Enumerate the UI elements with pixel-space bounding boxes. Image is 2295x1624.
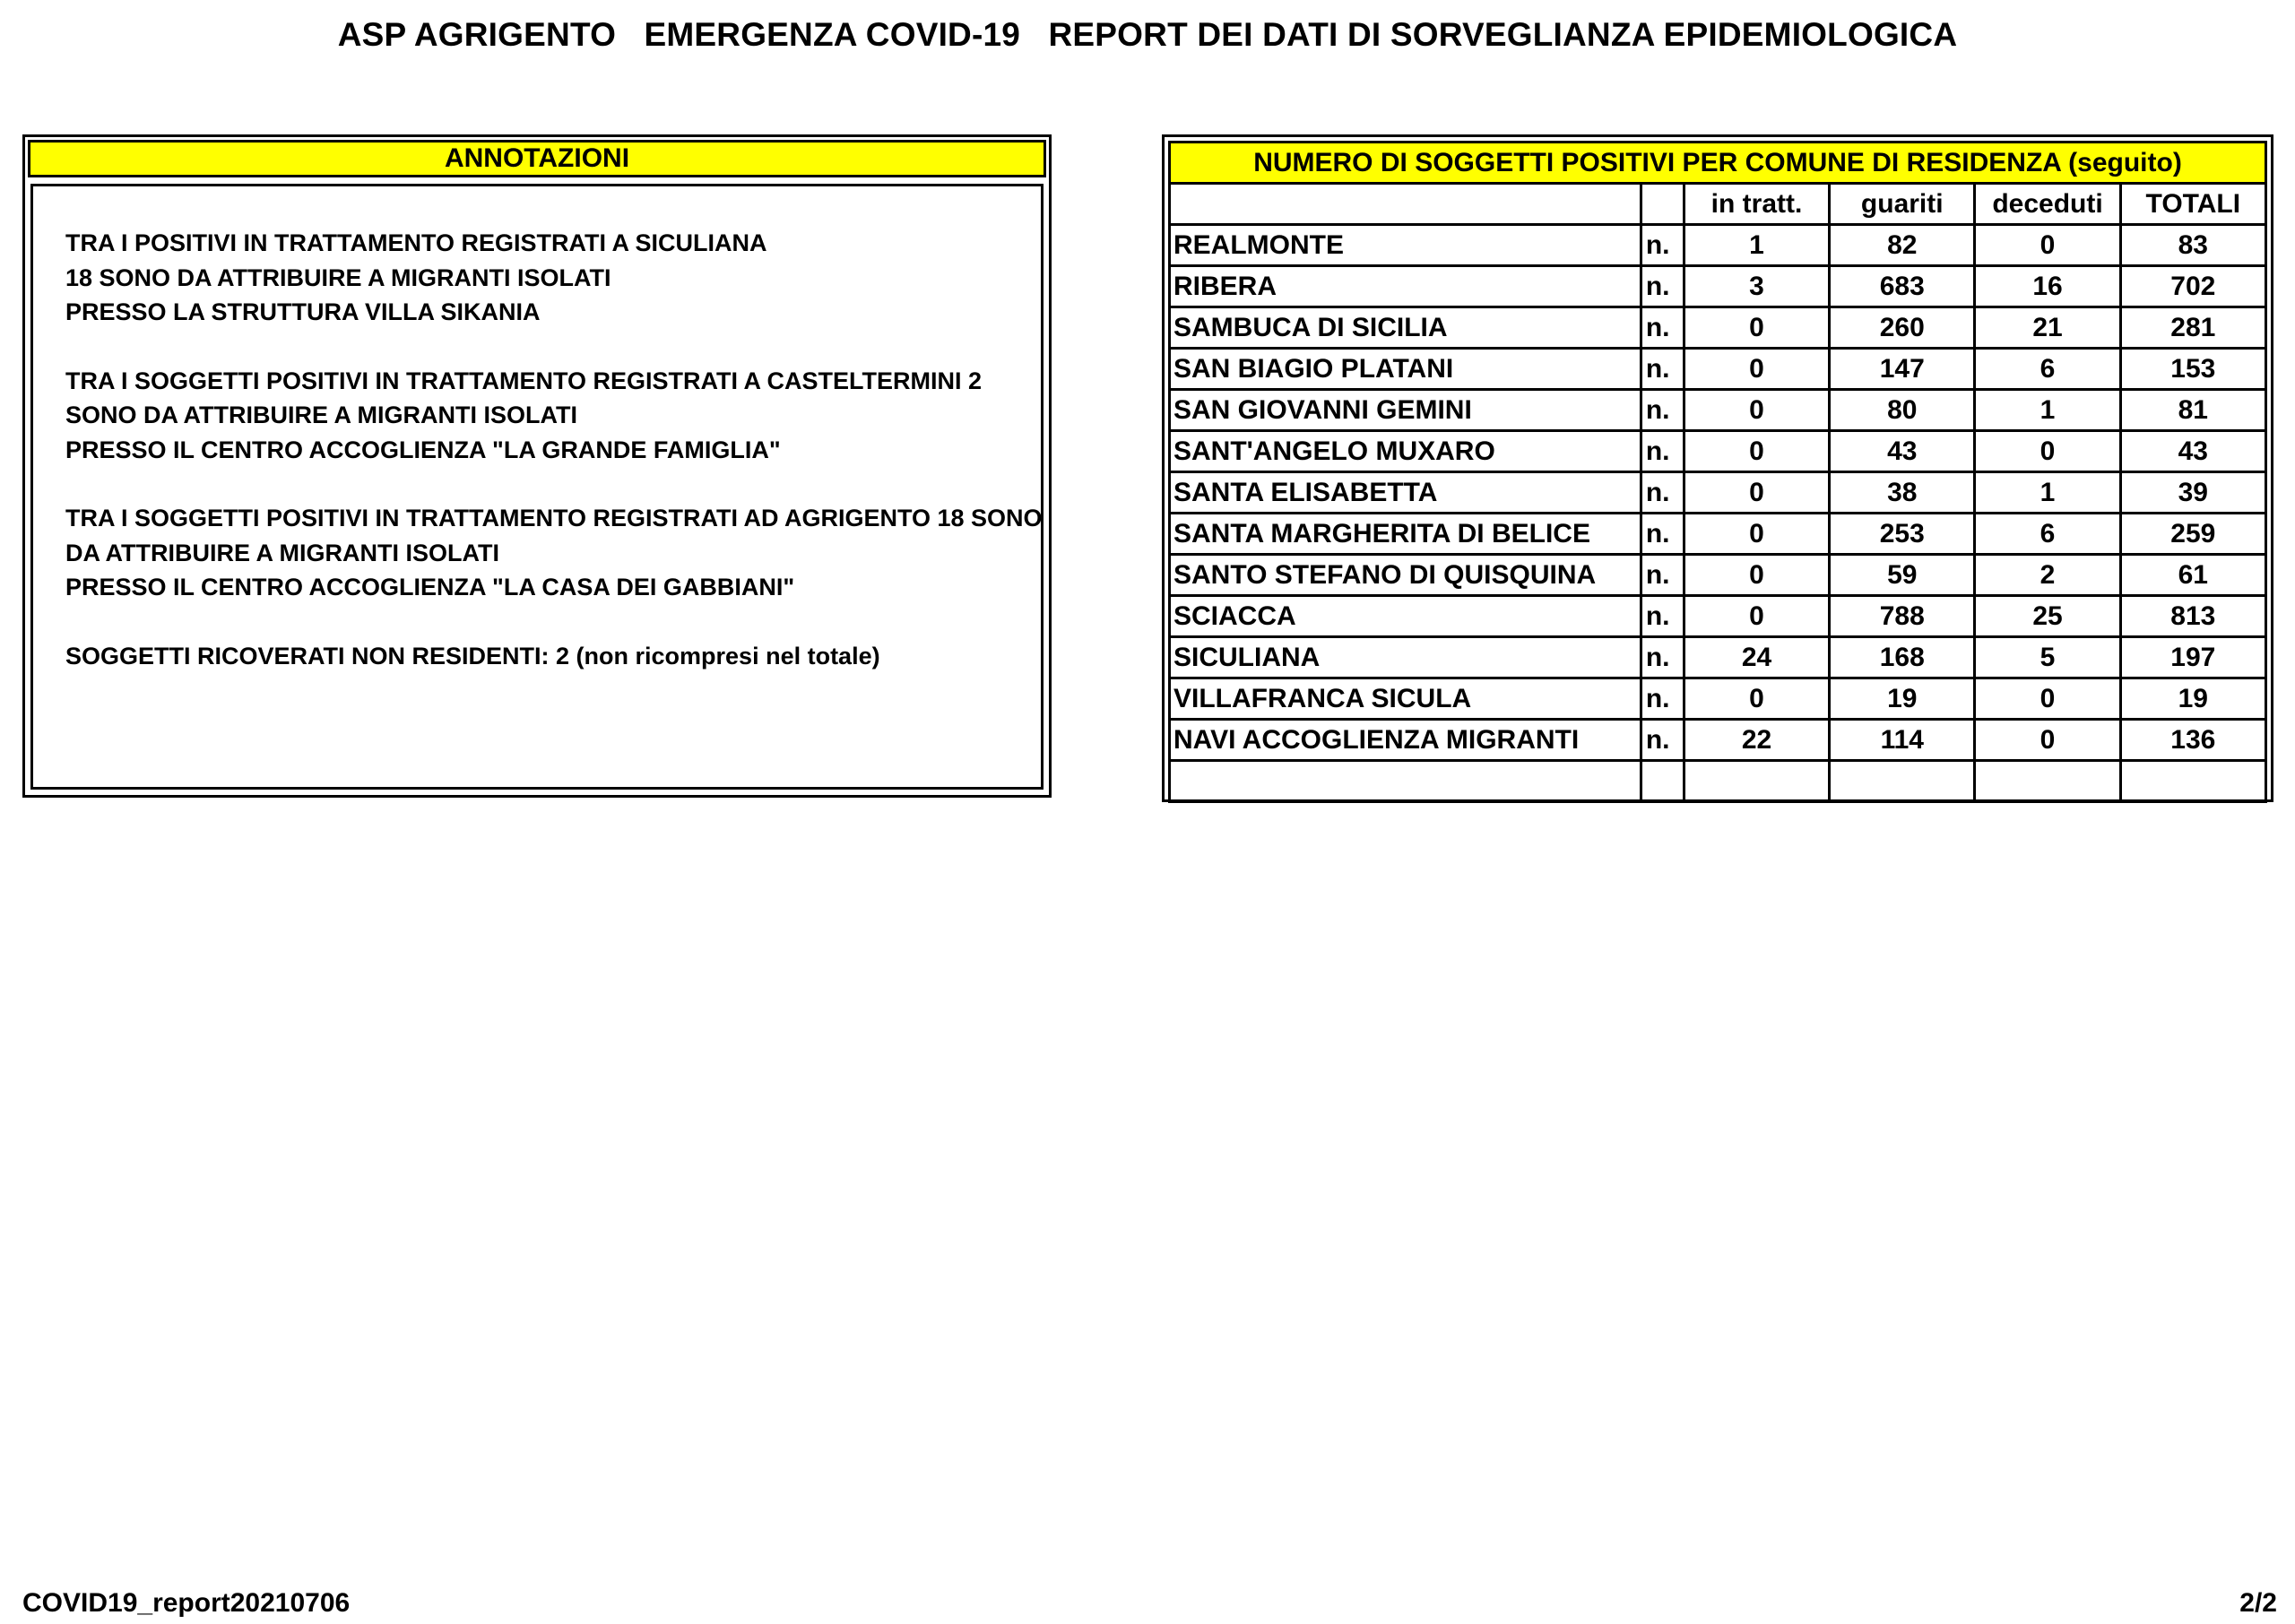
cell-empty [1975,761,2120,802]
table-row [1170,472,2266,514]
table-body [1170,225,2266,802]
cell-comune: VILLAFRANCA SICULA [1170,678,1641,720]
column-header-deceduti: deceduti [1975,184,2120,225]
cell-in-tratt: 0 [1684,514,1829,555]
annotations-header: ANNOTAZIONI [28,140,1046,177]
cell-guariti: 253 [1830,514,1975,555]
cell-in-tratt: 3 [1684,266,1829,307]
cell-comune: SAN GIOVANNI GEMINI [1170,390,1641,431]
cell-totali: 197 [2120,637,2265,678]
table-row [1170,555,2266,596]
column-header-empty [1641,184,1684,225]
table-row [1170,266,2266,307]
cell-deceduti: 16 [1975,266,2120,307]
table-row [1170,678,2266,720]
table-row [1170,720,2266,761]
table-row [1170,307,2266,349]
cell-unit: n. [1641,720,1684,761]
note-line: TRA I SOGGETTI POSITIVI IN TRATTAMENTO REGISTRATI A CASTELTERMINI 2 [65,367,983,394]
cell-totali: 702 [2120,266,2265,307]
table-title: NUMERO DI SOGGETTI POSITIVI PER COMUNE DI RESIDENZA (seguito) [1170,143,2266,184]
cell-deceduti: 0 [1975,431,2120,472]
cell-deceduti: 0 [1975,225,2120,266]
cell-deceduti: 0 [1975,678,2120,720]
page-number: 2/2 [2239,1588,2277,1618]
note-block [65,364,1041,468]
note-line: SONO DA ATTRIBUIRE A MIGRANTI ISOLATI [65,402,577,428]
cell-guariti: 114 [1830,720,1975,761]
cell-in-tratt: 0 [1684,390,1829,431]
cell-totali: 153 [2120,349,2265,390]
cell-comune: RIBERA [1170,266,1641,307]
cell-deceduti: 25 [1975,596,2120,637]
column-header-totali: TOTALI [2120,184,2265,225]
cell-deceduti: 1 [1975,390,2120,431]
table-title-row [1170,143,2266,184]
cell-guariti: 43 [1830,431,1975,472]
cell-guariti: 168 [1830,637,1975,678]
cell-deceduti: 5 [1975,637,2120,678]
table-row [1170,596,2266,637]
table-row [1170,431,2266,472]
note-line: PRESSO IL CENTRO ACCOGLIENZA "LA CASA DEI GABBIANI" [65,574,795,600]
residence-table-panel [1162,134,2273,802]
cell-totali: 43 [2120,431,2265,472]
cell-unit: n. [1641,225,1684,266]
cell-guariti: 788 [1830,596,1975,637]
column-header-empty [1170,184,1641,225]
cell-empty [1641,761,1684,802]
cell-in-tratt: 0 [1684,596,1829,637]
note-line: PRESSO IL CENTRO ACCOGLIENZA "LA GRANDE FAMIGLIA" [65,436,781,463]
cell-in-tratt: 24 [1684,637,1829,678]
table-row [1170,637,2266,678]
note-block [65,226,1041,330]
cell-in-tratt: 0 [1684,307,1829,349]
cell-unit: n. [1641,307,1684,349]
note-line: DA ATTRIBUIRE A MIGRANTI ISOLATI [65,539,499,566]
cell-comune: SANTA ELISABETTA [1170,472,1641,514]
table-row [1170,225,2266,266]
cell-unit: n. [1641,349,1684,390]
cell-deceduti: 21 [1975,307,2120,349]
annotations-panel [22,134,1052,798]
note-line: TRA I SOGGETTI POSITIVI IN TRATTAMENTO REGISTRATI AD AGRIGENTO 18 SONO [65,505,1043,531]
note-line: TRA I POSITIVI IN TRATTAMENTO REGISTRATI A SICULIANA [65,229,767,256]
table-row [1170,390,2266,431]
cell-guariti: 683 [1830,266,1975,307]
cell-totali: 813 [2120,596,2265,637]
cell-in-tratt: 1 [1684,225,1829,266]
cell-totali: 81 [2120,390,2265,431]
cell-deceduti: 6 [1975,514,2120,555]
cell-guariti: 59 [1830,555,1975,596]
table-row [1170,349,2266,390]
column-header-in-tratt: in tratt. [1684,184,1829,225]
cell-comune: REALMONTE [1170,225,1641,266]
cell-unit: n. [1641,266,1684,307]
cell-in-tratt: 0 [1684,555,1829,596]
note-line: 18 SONO DA ATTRIBUIRE A MIGRANTI ISOLATI [65,263,611,291]
cell-unit: n. [1641,390,1684,431]
table-row [1170,514,2266,555]
cell-totali: 259 [2120,514,2265,555]
cell-deceduti: 0 [1975,720,2120,761]
cell-guariti: 260 [1830,307,1975,349]
cell-comune: SAMBUCA DI SICILIA [1170,307,1641,349]
cell-unit: n. [1641,678,1684,720]
cell-guariti: 38 [1830,472,1975,514]
cell-unit: n. [1641,596,1684,637]
cell-totali: 61 [2120,555,2265,596]
cell-deceduti: 2 [1975,555,2120,596]
cell-comune: SANTO STEFANO DI QUISQUINA [1170,555,1641,596]
cell-unit: n. [1641,472,1684,514]
note-block [65,639,1041,674]
cell-totali: 83 [2120,225,2265,266]
cell-empty [2120,761,2265,802]
note-line: PRESSO LA STRUTTURA VILLA SIKANIA [65,298,541,325]
cell-guariti: 80 [1830,390,1975,431]
annotations-body [30,184,1044,790]
cell-totali: 281 [2120,307,2265,349]
cell-comune: SCIACCA [1170,596,1641,637]
cell-in-tratt: 0 [1684,431,1829,472]
cell-comune: SAN BIAGIO PLATANI [1170,349,1641,390]
report-filename: COVID19_report20210706 [22,1588,351,1618]
cell-empty [1684,761,1829,802]
cell-comune: SANT'ANGELO MUXARO [1170,431,1641,472]
table-row-empty [1170,761,2266,802]
cell-unit: n. [1641,637,1684,678]
cell-unit: n. [1641,431,1684,472]
cell-in-tratt: 0 [1684,349,1829,390]
cell-guariti: 147 [1830,349,1975,390]
cell-guariti: 19 [1830,678,1975,720]
note-block [65,501,1041,605]
page-title: ASP AGRIGENTO EMERGENZA COVID-19 REPORT DEI DATI DI SORVEGLIANZA EPIDEMIOLOGICA [337,16,1958,53]
cell-totali: 19 [2120,678,2265,720]
note-line: SOGGETTI RICOVERATI NON RESIDENTI: 2 (non ricompresi nel totale) [65,642,880,669]
table-header-row [1170,184,2266,225]
cell-in-tratt: 0 [1684,472,1829,514]
cell-empty [1170,761,1641,802]
cell-deceduti: 1 [1975,472,2120,514]
cell-in-tratt: 22 [1684,720,1829,761]
cell-comune: SANTA MARGHERITA DI BELICE [1170,514,1641,555]
cell-unit: n. [1641,555,1684,596]
cell-deceduti: 6 [1975,349,2120,390]
cell-totali: 39 [2120,472,2265,514]
cell-comune: SICULIANA [1170,637,1641,678]
column-header-guariti: guariti [1830,184,1975,225]
cell-guariti: 82 [1830,225,1975,266]
cell-comune: NAVI ACCOGLIENZA MIGRANTI [1170,720,1641,761]
residence-table [1168,141,2267,803]
cell-empty [1830,761,1975,802]
cell-totali: 136 [2120,720,2265,761]
cell-unit: n. [1641,514,1684,555]
cell-in-tratt: 0 [1684,678,1829,720]
